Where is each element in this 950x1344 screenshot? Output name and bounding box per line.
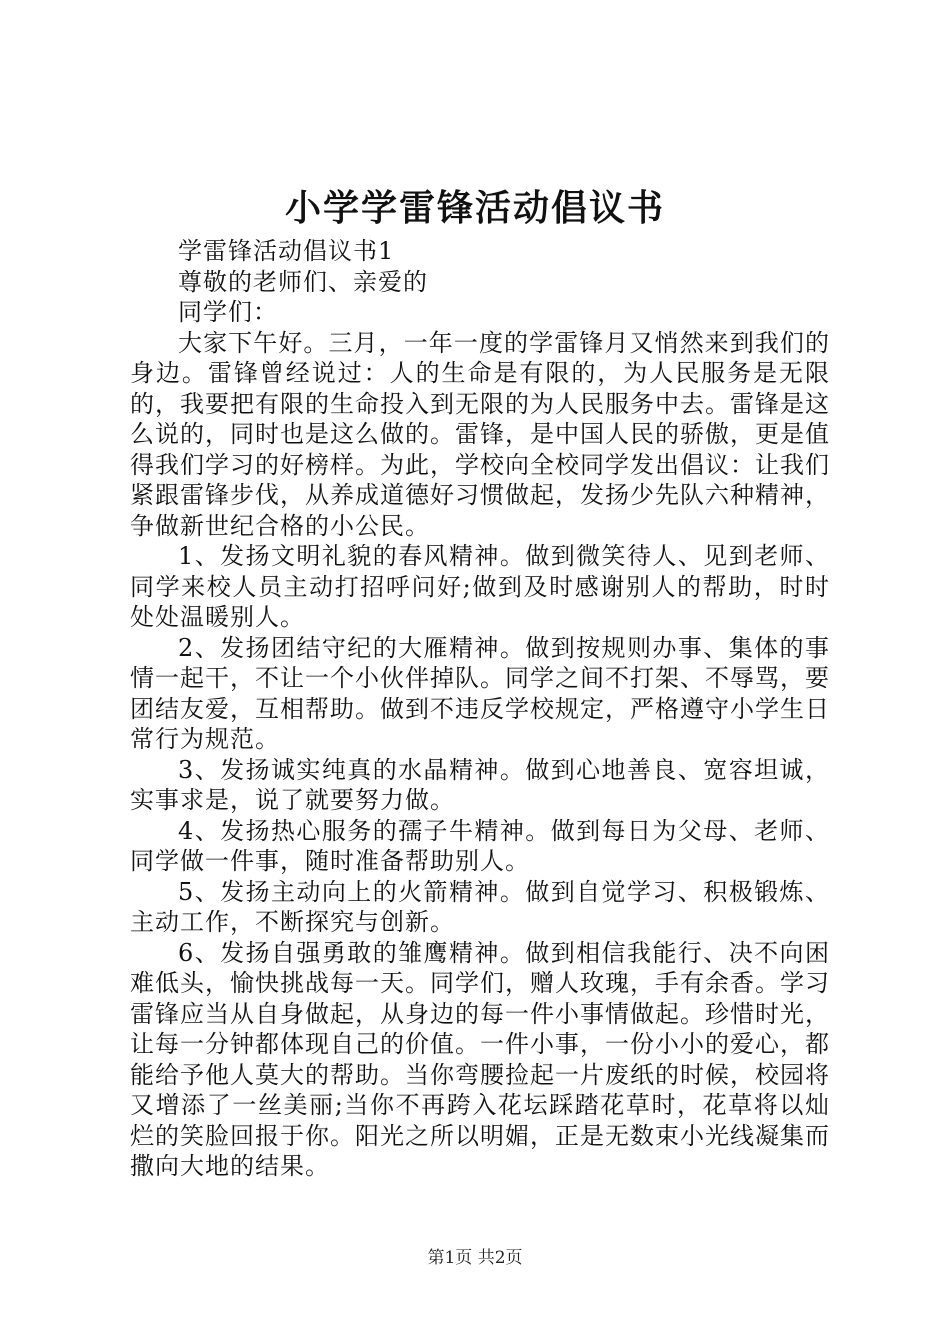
proposal-item-4: 4、发扬热心服务的孺子牛精神。做到每日为父母、老师、同学做一件事，随时准备帮助别人。: [130, 816, 830, 875]
salutation-line-2: 同学们：: [178, 298, 278, 326]
document-body: [130, 236, 830, 1182]
salutation-line-1: 尊敬的老师们、亲爱的: [178, 267, 428, 296]
proposal-item-5: 5、发扬主动向上的火箭精神。做到自觉学习、积极锻炼、主动工作，不断探究与创新。: [130, 877, 830, 936]
proposal-item-2: 2、发扬团结守纪的大雁精神。做到按规则办事、集体的事情一起干，不让一个小伙伴掉队。同学之间不打架、不辱骂，要团结友爱，互相帮助。做到不违反学校规定，严格遵守小学生日常行为规范。: [130, 633, 830, 753]
intro-paragraph: 大家下午好。三月，一年一度的学雷锋月又悄然来到我们的身边。雷锋曾经说过：人的生命是有限的，为人民服务是无限的，我要把有限的生命投入到无限的为人民服务中去。雷锋是这么说的，同时也是这么做的。雷锋，是中国人民的骄傲，更是值得我们学习的好榜样。为此，学校向全校同学发出倡议：让我们紧跟雷锋步伐，从养成道德好习惯做起，发扬少先队六种精神，争做新世纪合格的小公民。: [130, 328, 830, 540]
document-title: 小学学雷锋活动倡议书: [284, 187, 665, 229]
proposal-item-6: 6、发扬自强勇敢的雏鹰精神。做到相信我能行、决不向困难低头，愉快挑战每一天。同学们，赠人玫瑰，手有余香。学习雷锋应当从自身做起，从身边的每一件小事情做起。珍惜时光，让每一分钟都体现自己的价值。一件小事，一份小小的爱心，都能给予他人莫大的帮助。当你弯腰捡起一片废纸的时候，校园将又增添了一丝美丽;当你不再跨入花坛踩踏花草时，花草将以灿烂的笑脸回报于你。阳光之所以明媚，正是无数束小光线凝集而撒向大地的结果。: [130, 938, 830, 1180]
proposal-item-1: 1、发扬文明礼貌的春风精神。做到微笑待人、见到老师、同学来校人员主动打招呼问好;做到及时感谢别人的帮助，时时处处温暖别人。: [130, 542, 830, 631]
page-number-footer: 第1页 共2页: [427, 1248, 523, 1268]
subtitle-paragraph: 学雷锋活动倡议书1: [178, 237, 395, 265]
proposal-item-3: 3、发扬诚实纯真的水晶精神。做到心地善良、宽容坦诚，实事求是，说了就要努力做。: [130, 755, 830, 814]
